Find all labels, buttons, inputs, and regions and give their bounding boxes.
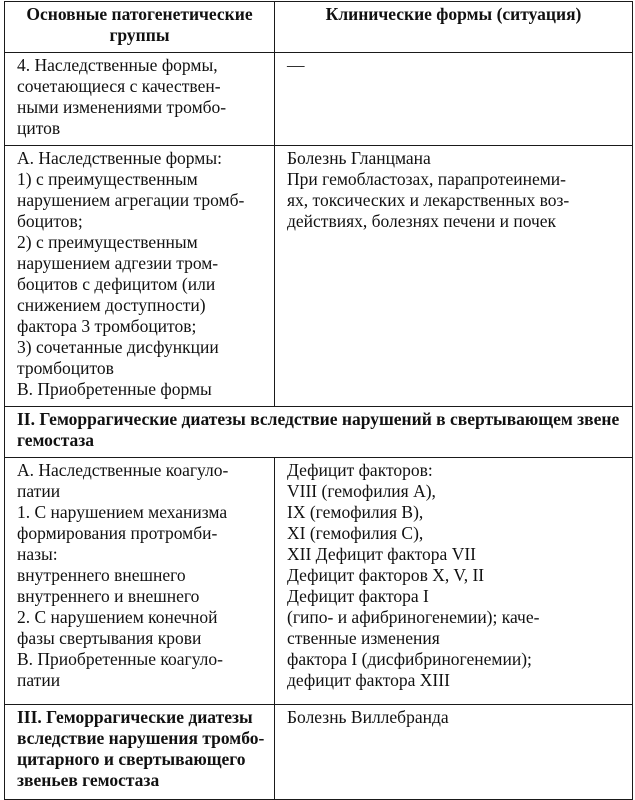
row-right-cell <box>275 146 633 407</box>
text-line: VIII (гемофилия А), <box>287 481 436 501</box>
table-row <box>5 705 633 800</box>
text-line: назы: <box>17 544 58 564</box>
text-line: При гемобластозах, парапротеинеми- <box>287 169 566 189</box>
header-line: Клинические формы (ситуация) <box>325 4 582 24</box>
header-col-forms <box>275 2 633 53</box>
text-line: звеньев гемостаза <box>17 770 160 790</box>
text-line: дефицит фактора XIII <box>287 670 450 690</box>
text-line: А. Наследственные формы: <box>17 148 222 168</box>
text-line: цитарного и свертывающего <box>17 749 246 769</box>
text-line: Болезнь Виллебранда <box>287 707 449 727</box>
row-right-cell <box>275 458 633 705</box>
text-line: XII Дефицит фактора VII <box>287 544 476 564</box>
pathogenesis-table <box>4 1 633 800</box>
text-line: 2) с преимущественным <box>17 232 198 252</box>
text-line: тромбоцитов <box>17 358 114 378</box>
section-title-line: гемостаза <box>17 430 95 450</box>
text-line: боцитов; <box>17 211 83 231</box>
row-right-cell <box>275 705 633 800</box>
row-right-cell <box>275 53 633 146</box>
text-line: Болезнь Гланцмана <box>287 148 431 168</box>
text-line: 4. Наследственные формы, <box>17 55 218 75</box>
text-line: ях, токсических и лекарственных воз- <box>287 190 570 210</box>
text-line: 3) сочетанные дисфункции <box>17 337 219 357</box>
row-left-cell <box>5 458 275 705</box>
text-line: внутреннего и внешнего <box>17 586 200 606</box>
text-line: внутреннего внешнего <box>17 565 186 585</box>
row-left-cell <box>5 146 275 407</box>
text-line: нарушением агрегации тромб- <box>17 190 245 210</box>
text-line: сочетающиеся с качествен- <box>17 76 221 96</box>
text-line: Дефицит факторов X, V, II <box>287 565 485 585</box>
text-line: III. Геморрагические диатезы <box>17 707 253 727</box>
text-line: фазы свертывания крови <box>17 628 202 648</box>
text-line: — <box>287 55 305 75</box>
text-line: В. Приобретенные формы <box>17 379 212 399</box>
row-left-cell <box>5 53 275 146</box>
text-line: нарушением адгезии тром- <box>17 253 219 273</box>
row-left-cell <box>5 705 275 800</box>
text-line: боцитов с дефицитом (или <box>17 274 216 294</box>
text-line: патии <box>17 481 61 501</box>
text-line: снижением доступности) <box>17 295 206 315</box>
header-line: группы <box>109 25 170 45</box>
text-line: 2. С нарушением конечной <box>17 607 218 627</box>
text-line: XI (гемофилия С), <box>287 523 424 543</box>
header-col-groups <box>5 2 275 53</box>
section-title-cell <box>5 407 633 458</box>
text-line: (гипо- и афибриногенемии); каче- <box>287 607 540 627</box>
table-header-row <box>5 2 633 53</box>
text-line: Дефицит фактора I <box>287 586 429 606</box>
section-header-row <box>5 407 633 458</box>
text-line: действиях, болезнях печени и почек <box>287 211 557 231</box>
text-line: цитов <box>17 118 61 138</box>
text-line: формирования протромби- <box>17 523 218 543</box>
text-line: ными изменениями тромбо- <box>17 97 227 117</box>
text-line: фактора I (дисфибриногенемии); <box>287 649 532 669</box>
text-line: 1) с преимущественным <box>17 169 198 189</box>
text-line: А. Наследственные коагуло- <box>17 460 229 480</box>
table-row <box>5 53 633 146</box>
text-line: 1. С нарушением механизма <box>17 502 228 522</box>
text-line: IX (гемофилия В), <box>287 502 424 522</box>
text-line: вследствие нарушения тромбо- <box>17 728 265 748</box>
text-line: В. Приобретенные коагуло- <box>17 649 223 669</box>
header-line: Основные патогенетические <box>26 4 253 24</box>
text-line: фактора 3 тромбоцитов; <box>17 316 197 336</box>
text-line: патии <box>17 670 61 690</box>
table-row <box>5 146 633 407</box>
text-line: Дефицит факторов: <box>287 460 433 480</box>
text-line: ственные изменения <box>287 628 440 648</box>
table-row <box>5 458 633 705</box>
section-title-line: II. Геморрагические диатезы вследствие нарушений в свертывающем звене <box>17 409 620 429</box>
